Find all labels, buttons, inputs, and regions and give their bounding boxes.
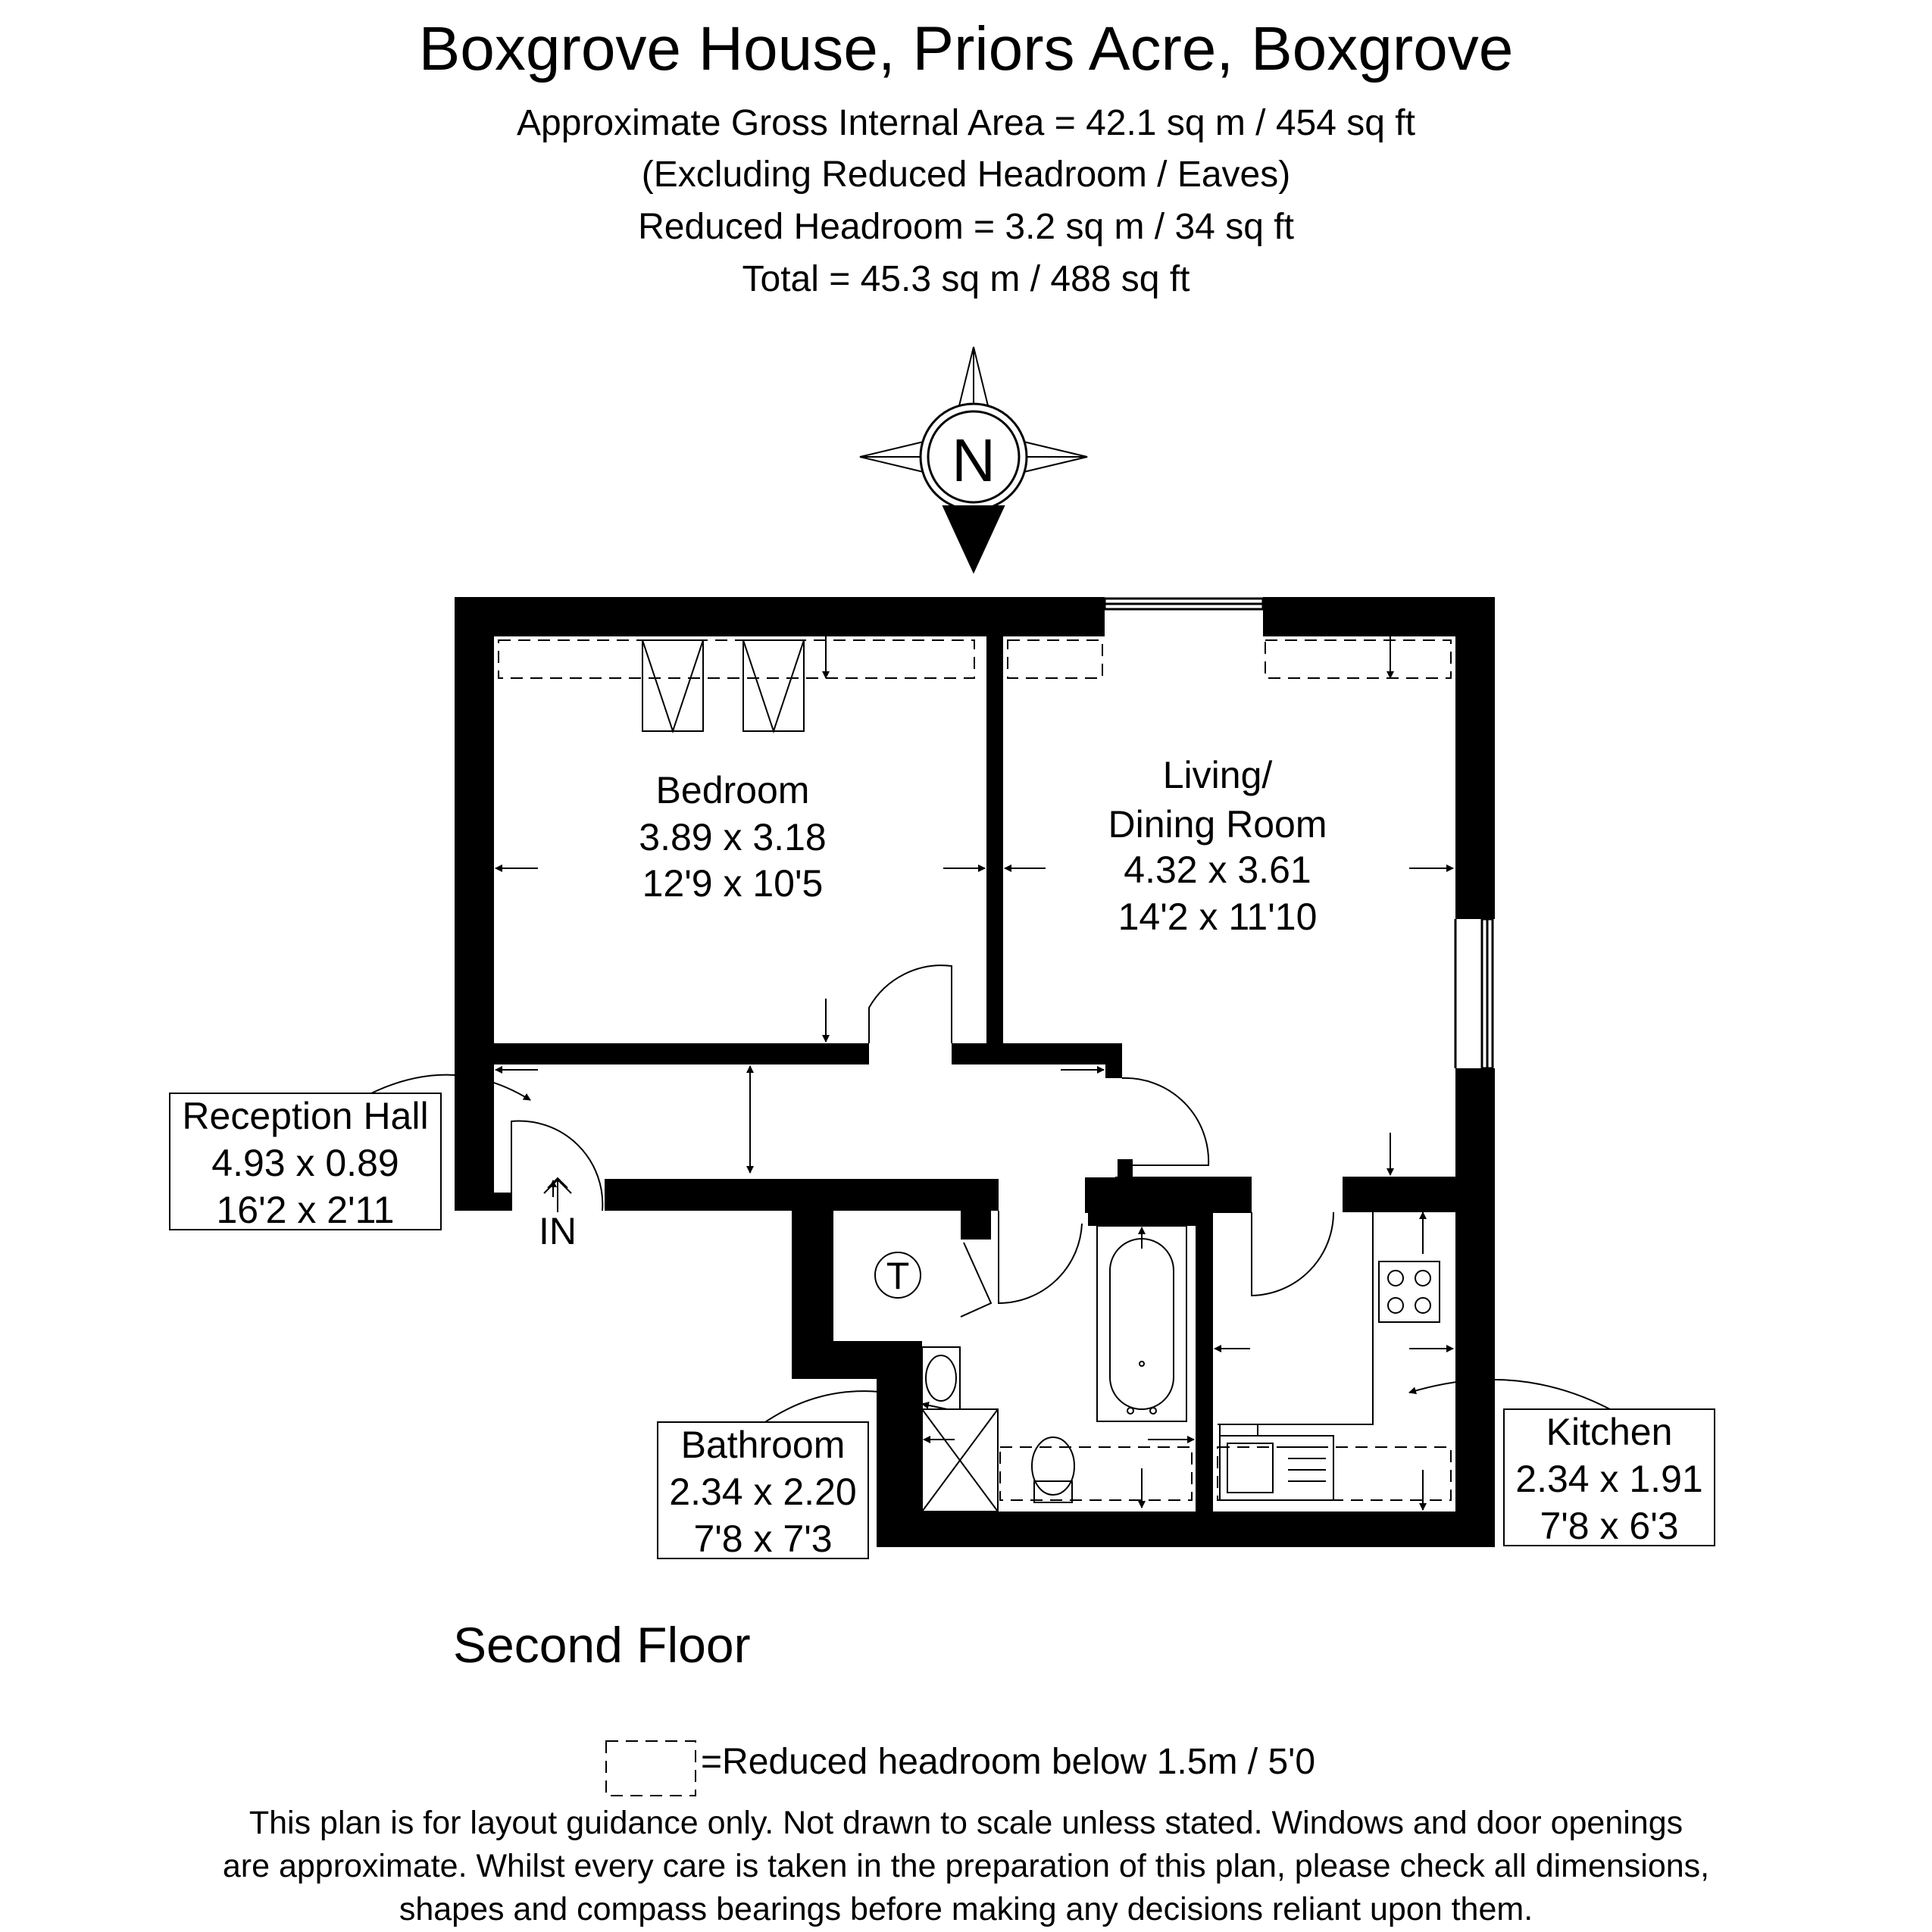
total-area: Total = 45.3 sq m / 488 sq ft xyxy=(742,259,1190,299)
legend-dashed-box xyxy=(606,1741,696,1796)
wardrobe-icon xyxy=(642,640,804,731)
area-exclusion-note: (Excluding Reduced Headroom / Eaves) xyxy=(641,155,1291,195)
bathroom-name: Bathroom xyxy=(680,1424,846,1466)
kitchen-imperial: 7'8 x 6'3 xyxy=(1540,1505,1679,1547)
entrance-arrow-icon xyxy=(544,1178,571,1212)
kitchen-name: Kitchen xyxy=(1546,1411,1673,1453)
floor-label: Second Floor xyxy=(453,1617,751,1673)
reception-hall-name: Reception Hall xyxy=(182,1095,429,1137)
living-imperial: 14'2 x 11'10 xyxy=(1118,896,1318,938)
page-title: Boxgrove House, Priors Acre, Boxgrove xyxy=(418,14,1514,83)
walls xyxy=(455,597,1495,1547)
hob-icon xyxy=(1379,1261,1440,1322)
gross-internal-area: Approximate Gross Internal Area = 42.1 sq m / 454 sq ft xyxy=(517,103,1415,143)
dimension-arrow-icon xyxy=(496,636,1453,1510)
living-metric: 4.32 x 3.61 xyxy=(1124,849,1311,891)
reception-hall-imperial: 16'2 x 2'11 xyxy=(216,1189,395,1231)
compass-north-label: N xyxy=(952,427,996,494)
kitchen-metric: 2.34 x 1.91 xyxy=(1515,1458,1703,1500)
reception-hall-metric: 4.93 x 0.89 xyxy=(211,1142,399,1184)
kitchen-sink-icon xyxy=(1220,1424,1333,1500)
basin-icon xyxy=(922,1347,960,1409)
reduced-headroom-zone xyxy=(499,640,1451,1500)
reduced-headroom-area: Reduced Headroom = 3.2 sq m / 34 sq ft xyxy=(638,207,1294,247)
living-name-line-2: Dining Room xyxy=(1108,803,1327,846)
bedroom-name: Bedroom xyxy=(655,769,810,811)
disclaimer-line: This plan is for layout guidance only. Not drawn to scale unless stated. Windows and door openings xyxy=(249,1805,1683,1841)
worktop-icon xyxy=(1218,1211,1373,1424)
disclaimer-line: are approximate. Whilst every care is taken in the preparation of this plan, please check all dimensions, xyxy=(222,1848,1710,1884)
disclaimer-line: shapes and compass bearings before making any decisions reliant upon them. xyxy=(399,1891,1533,1927)
legend-text: =Reduced headroom below 1.5m / 5'0 xyxy=(701,1742,1316,1782)
tank-label: T xyxy=(886,1255,910,1297)
living-name-line-1: Living/ xyxy=(1162,754,1273,796)
bath-icon xyxy=(1097,1226,1186,1421)
bedroom-imperial: 12'9 x 10'5 xyxy=(642,862,824,905)
bedroom-metric: 3.89 x 3.18 xyxy=(639,816,827,858)
bathroom-imperial: 7'8 x 7'3 xyxy=(693,1518,833,1560)
entrance-label: IN xyxy=(539,1210,577,1252)
disclaimer xyxy=(0,1802,1932,1931)
shower-icon xyxy=(922,1409,998,1512)
bathroom-metric: 2.34 x 2.20 xyxy=(669,1471,857,1513)
